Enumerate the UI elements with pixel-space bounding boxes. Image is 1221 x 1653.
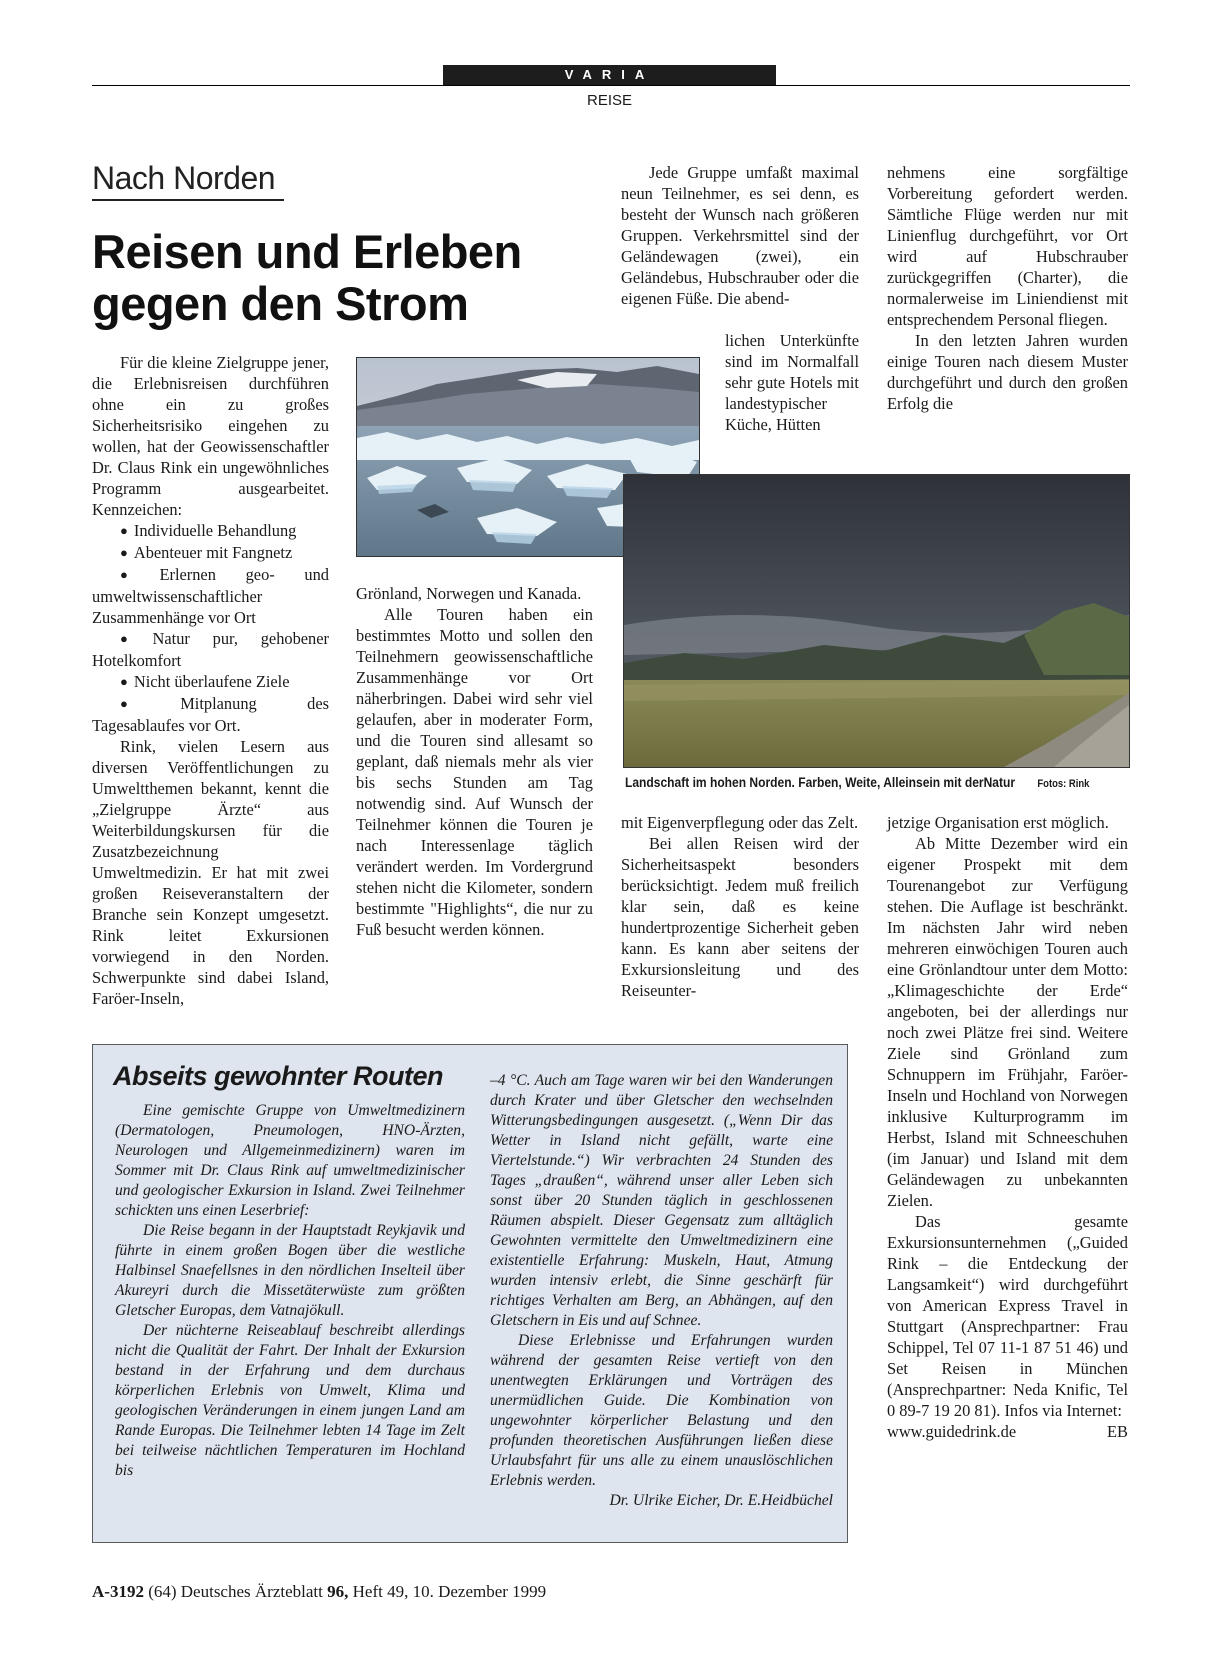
footer-issue: Heft 49, 10. Dezember 1999 bbox=[352, 1582, 547, 1601]
list-item: ● Individuelle Behandlung bbox=[92, 520, 329, 542]
paragraph: Eine gemischte Gruppe von Umweltmedizinern (Dermatologen, Pneumologen, HNO-Ärzten, Neurologen und Allgemeinmedizinern) waren im Sommer mit Dr. Claus Rink auf umweltmedizinischer und geologischer Exkursion in Island. Zwei Teilnehmer schickten uns einen Leserbrief: bbox=[115, 1102, 465, 1219]
headline-line-2: gegen den Strom bbox=[92, 277, 469, 330]
page-number: A-3192 bbox=[92, 1582, 144, 1601]
article-kicker: Nach Norden bbox=[92, 160, 276, 196]
section-label: REISE bbox=[586, 92, 632, 109]
kicker-underline bbox=[92, 199, 284, 201]
contact-line bbox=[887, 1421, 1128, 1442]
paragraph: Jede Gruppe umfaßt maximal neun Teilnehmer, es sei denn, es besteht der Wunsch nach größeren Gruppen. Verkehrsmittel sind der Geländewagen (zwei), ein Geländebus, Hubschrauber oder die eigenen Füße. Die abend- bbox=[621, 163, 859, 308]
paragraph: Für die kleine Zielgruppe jener, die Erlebnisreisen durchführen ohne ein zu großes Sicherheitsrisiko eingehen zu wollen, hat der Geowissenschaftler Dr. Claus Rink ein ungewöhnliches Programm ausgearbeitet. Kennzeichen: bbox=[92, 353, 329, 519]
paragraph: Ab Mitte Dezember wird ein eigener Prospekt mit dem Tourenangebot zur Verfügung stehen. Die Auflage ist beschränkt. Im nächsten Jahr wird neben mehreren einwöchigen Touren auch eine Grönlandtour unter dem Motto: „Klimageschichte der Erde“ angeboten, bei der allerdings nur noch zwei Plätze frei sind. Weitere Ziele sind Grönland zum Schnuppern im Frühjahr, Faröer-Inseln und Hochland von Norwegen inklusive Kulturprogramm im Herbst, Island mit Schneeschuhen (im Januar) und Island mit dem Geländewagen zu unbekannten Zielen. bbox=[887, 834, 1128, 1210]
article-column-1 bbox=[92, 352, 329, 1009]
paragraph: –4 °C. Auch am Tage waren wir bei den Wanderungen durch Krater und über Gletscher den wechselnden Witterungsbedingungen ausgesetzt. („Wenn Dir das Wetter in Island nicht gefällt, warte eine Viertelstunde.“) Wir verbrachten 24 Stunden des Tages „draußen“, während unser aller Leben sich sonst über 20 Stunden täglich in geschlossenen Räumen abspielt. Dieser Gegensatz zum alltäglich Gewohnten vermittelte den Umweltmedizinern eine existentielle Erfahrung: Muskeln, Haut, Atmung wurden intensiv erlebt, die Sinne geschärft für richtiges Verhalten am Berg, an Abhängen, auf den Gletschern in Eis und auf Schnee. bbox=[490, 1072, 833, 1329]
paragraph: lichen Unterkünfte sind im Normalfall sehr gute Hotels mit landestypischer Küche, Hütten bbox=[725, 331, 859, 434]
photo-caption bbox=[625, 774, 1090, 790]
reader-letter-box bbox=[92, 1044, 848, 1543]
list-item: ● Mitplanung des Tagesablaufes vor Ort. bbox=[92, 693, 329, 736]
paragraph: Alle Touren haben ein bestimmtes Motto und sollen den Teilnehmern geowissenschaftliche Zusammenhänge vor Ort näherbringen. Dabei wird sehr viel gelaufen, aber in moderater Form, und die Touren sind allesamt so geplant, daß niemals mehr als vier bis sechs Stunden am Tag notwendig sind. Auf Wunsch der Teilnehmer können die Touren je nach Interessenlage täglich verändert werden. Im Vordergrund stehen nicht die Kilometer, sondern bestimmte "Highlights“, die nur zu Fuß besucht werden können. bbox=[356, 605, 593, 939]
article-column-4-top bbox=[887, 162, 1128, 414]
article-column-3-bottom bbox=[621, 812, 859, 1001]
list-item: ● Erlernen geo- und umweltwissenschaftlicher Zusammenhänge vor Ort bbox=[92, 564, 329, 628]
page-footer bbox=[92, 1582, 546, 1602]
article-column-3-narrow bbox=[725, 330, 859, 435]
website-url: www.guidedrink.de bbox=[887, 1422, 1017, 1441]
header-rule bbox=[92, 85, 1130, 86]
box-title: Abseits gewohnter Routen bbox=[113, 1061, 444, 1091]
paragraph: Der nüchterne Reiseablauf beschreibt allerdings nicht die Qualität der Fahrt. Der Inhalt der Exkursion bestand in der Erfahrung und dem durchaus körperlichen Erlebnis von Umwelt, Klima und geologischen Veränderungen in einem jungen Land am Rande Europas. Die Teilnehmer lebten 14 Tage im Zelt bei teilweise nächtlichen Temperaturen im Hochland bis bbox=[115, 1322, 465, 1479]
paragraph: Das gesamte Exkursionsunternehmen („Guided Rink – die Entdeckung der Langsamkeit“) wird durchgeführt von American Express Travel in Stuttgart (Ansprechpartner: Frau Schippel, Tel 07 11-1 87 51 46) und Set Reisen in München (Ansprechpartner: Neda Knific, Tel 0 89-7 19 20 81). Infos via Internet: bbox=[887, 1212, 1128, 1420]
paragraph: Rink, vielen Lesern aus diversen Veröffentlichungen zu Umweltthemen bekannt, kennt die „Zielgruppe Ärzte“ aus Weiterbildungskursen für die Zusatzbezeichnung Umweltmedizin. Er hat mit zwei großen Reiseveranstaltern der Branche sein Konzept umgesetzt. Rink leitet Exkursionen vorwiegend in den Norden. Schwerpunkte sind dabei Island, Faröer-Inseln, bbox=[92, 737, 329, 1008]
paragraph: mit Eigenverpflegung oder das Zelt. bbox=[621, 813, 859, 832]
letter-signature: Dr. Ulrike Eicher, Dr. E.Heidbüchel bbox=[609, 1492, 833, 1509]
article-headline bbox=[92, 226, 592, 330]
paragraph: In den letzten Jahren wurden einige Touren nach diesem Muster durchgeführt und durch den großen Erfolg die bbox=[887, 331, 1128, 413]
article-column-2 bbox=[356, 583, 593, 940]
footer-volume: 96, bbox=[327, 1582, 349, 1601]
article-column-3-top bbox=[621, 162, 859, 309]
article-column-4-bottom bbox=[887, 812, 1128, 1442]
list-item: ● Abenteuer mit Fangnetz bbox=[92, 542, 329, 564]
section-banner: VARIA bbox=[443, 65, 776, 85]
box-column-right bbox=[490, 1071, 833, 1511]
author-initials: EB bbox=[1107, 1422, 1128, 1441]
headline-line-1: Reisen und Erleben bbox=[92, 225, 522, 278]
paragraph: Grönland, Norwegen und Kanada. bbox=[356, 584, 582, 603]
paragraph: Bei allen Reisen wird der Sicherheitsaspekt besonders berücksichtigt. Jedem muß freilich klar sein, daß es keine hundertprozentige Sicherheit geben kann. Es kann aber seitens der Exkursionsleitung und des Reiseunter- bbox=[621, 834, 859, 1000]
landscape-photo bbox=[623, 474, 1130, 768]
paragraph: nehmens eine sorgfältige Vorbereitung gefordert werden. Sämtliche Flüge werden nur mit Linienflug durchgeführt, vor Ort wird auf Hubschrauber zurückgegriffen (Charter), die normalerweise im Liniendienst mit entsprechendem Personal fliegen. bbox=[887, 163, 1128, 329]
feature-list bbox=[92, 520, 329, 736]
caption-text: Landschaft im hohen Norden. Farben, Weite, Alleinsein mit derNatur bbox=[625, 774, 1016, 790]
list-item: ● Natur pur, gehobener Hotelkomfort bbox=[92, 628, 329, 671]
footer-journal: (64) Deutsches Ärzteblatt bbox=[148, 1582, 323, 1601]
box-column-left bbox=[115, 1101, 465, 1481]
list-item: ● Nicht überlaufene Ziele bbox=[92, 671, 329, 693]
photo-credit: Fotos: Rink bbox=[1037, 778, 1090, 790]
paragraph: jetzige Organisation erst möglich. bbox=[887, 813, 1109, 832]
paragraph: Die Reise begann in der Hauptstadt Reykjavik und führte in einem großen Bogen über die westliche Halbinsel Snaefellsnes in den nördlichen Inselteil über Akureyri durch die Missetäterwüste zum größten Gletscher Europas, dem Vatnajökull. bbox=[115, 1222, 465, 1319]
paragraph: Diese Erlebnisse und Erfahrungen wurden während der gesamten Reise vertieft von den unentwegten Erklärungen und Vorträgen des unermüdlichen Guide. Die Kombination von ungewohnter körperlicher Belastung und den profunden theoretischen Ausführungen ließen diese Urlaubsfahrt für uns alle zu einem unauslöschlichen Erlebnis werden. bbox=[490, 1332, 833, 1489]
